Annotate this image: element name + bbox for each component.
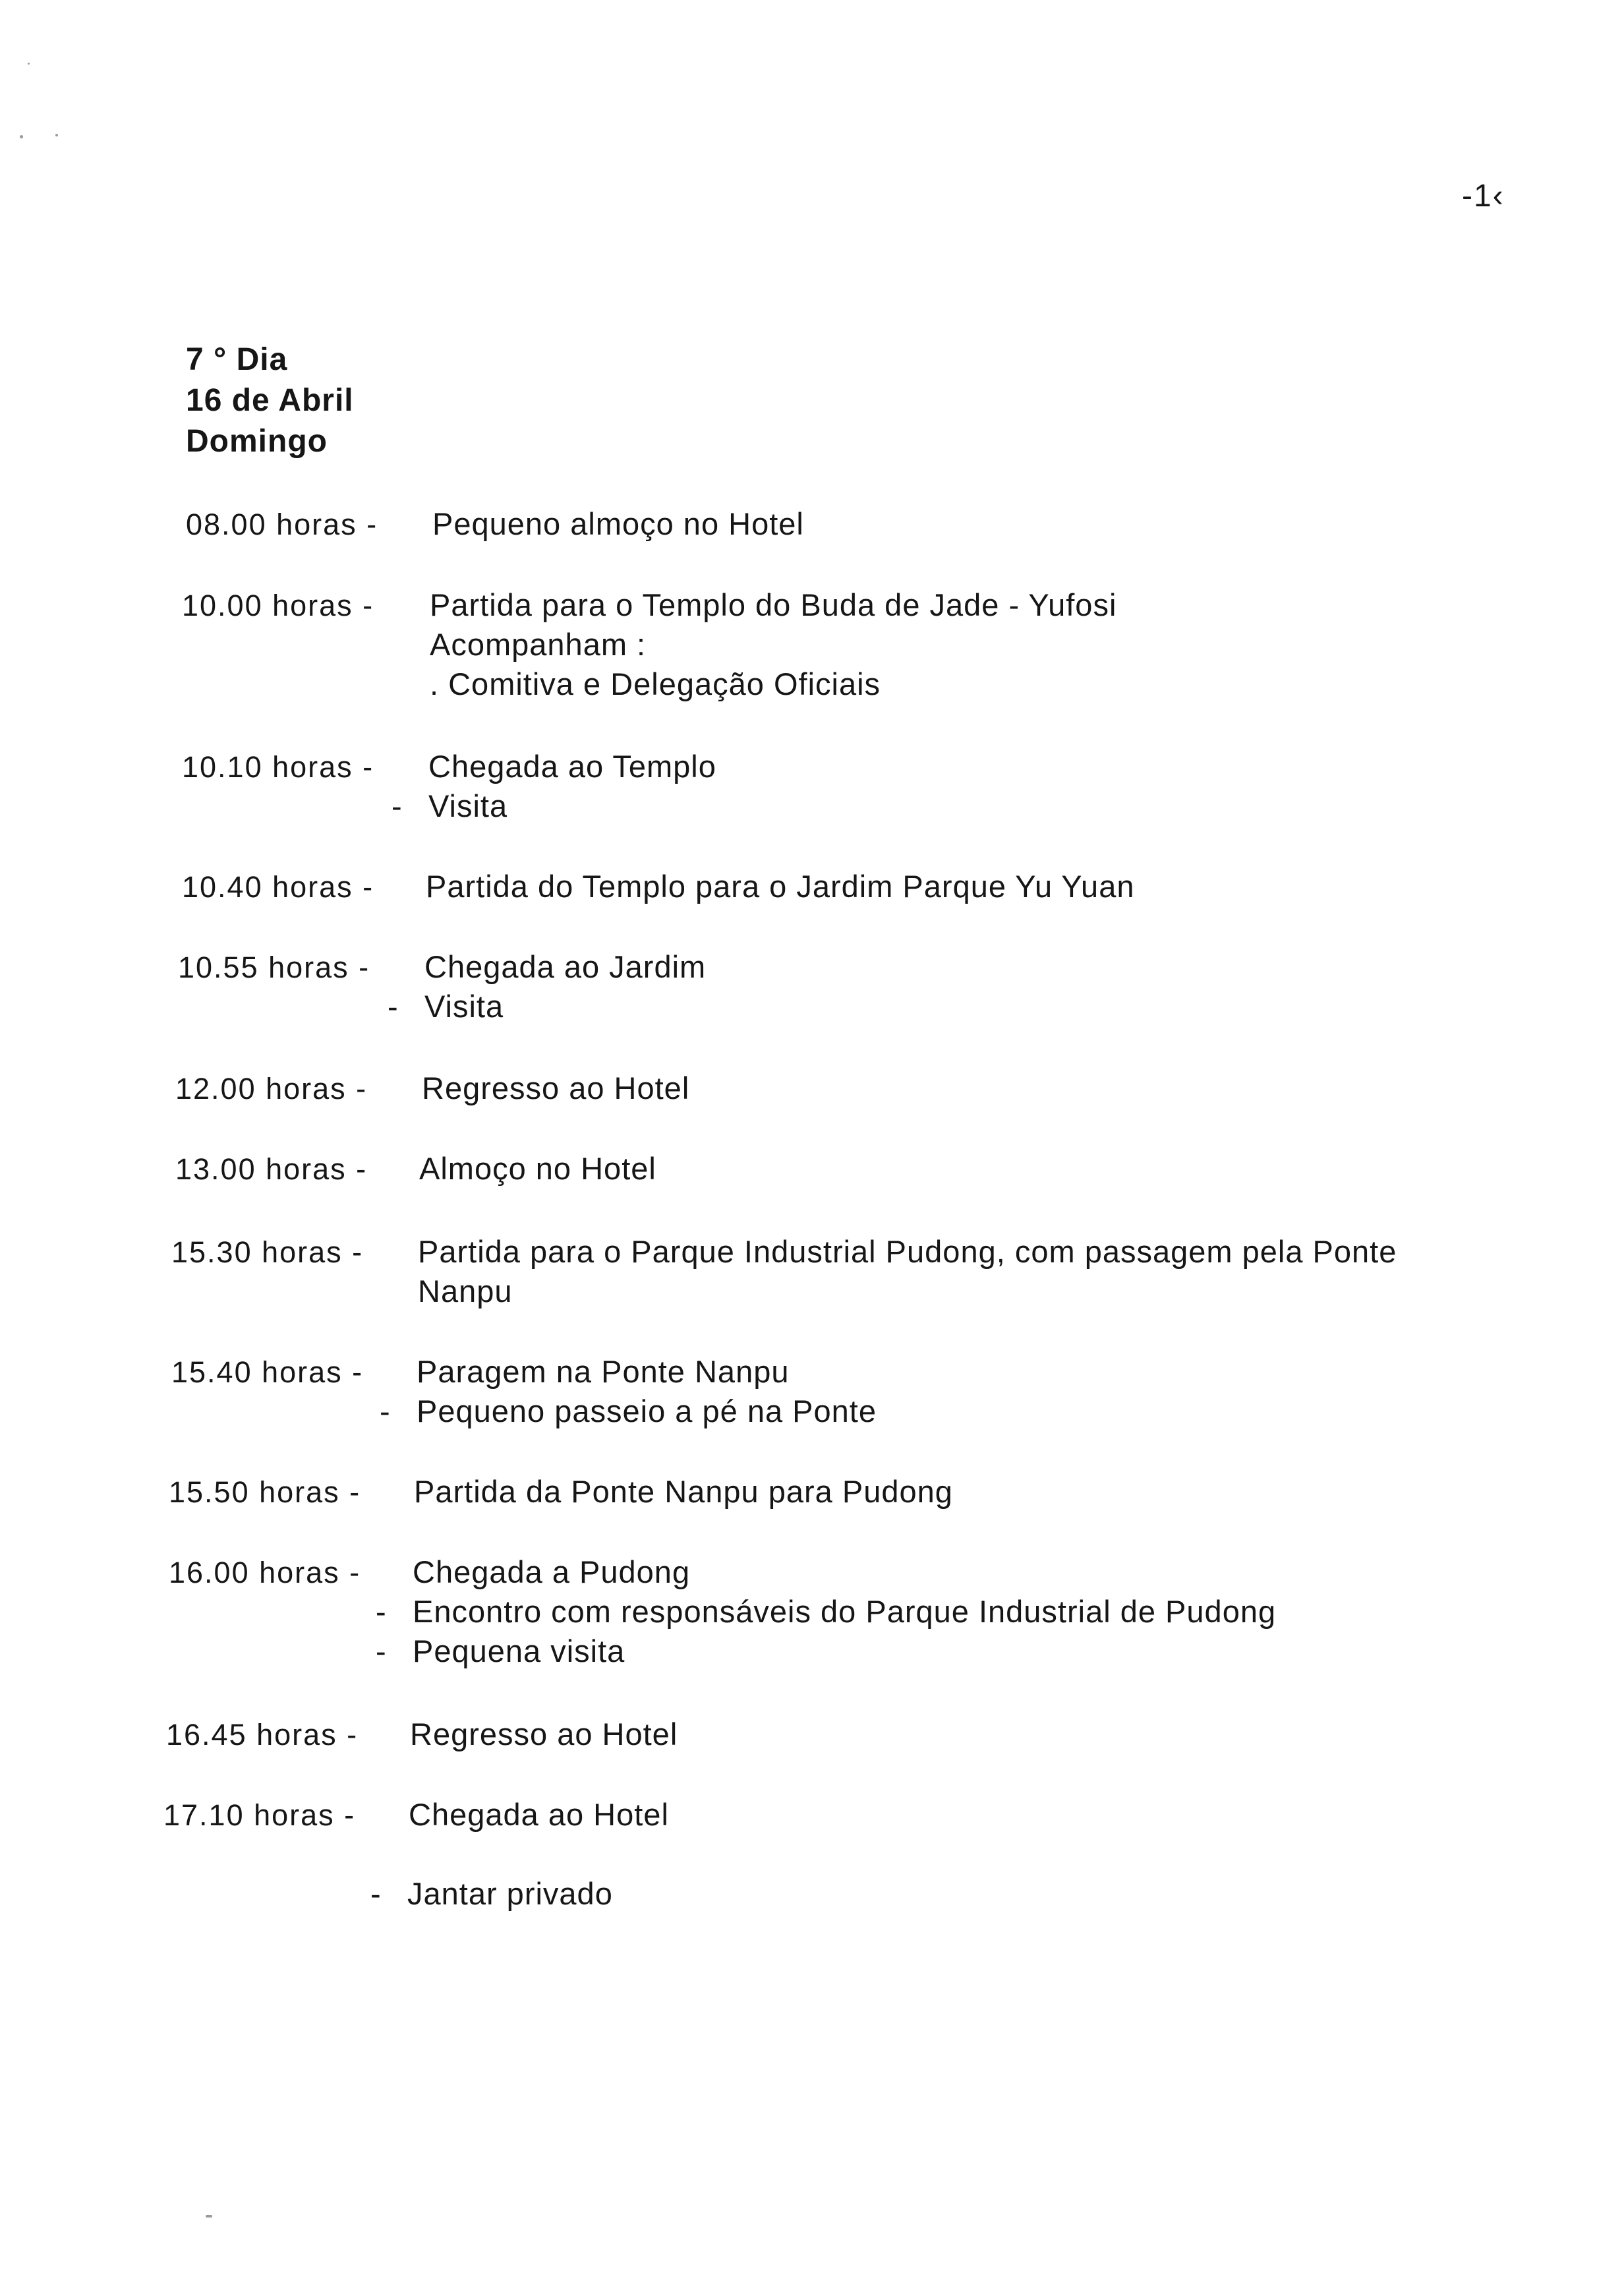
day-date: 16 de Abril xyxy=(186,383,354,418)
entry-line-text: Partida para o Parque Industrial Pudong, com passagem pela Ponte xyxy=(418,1234,1397,1269)
entry-line xyxy=(430,589,1116,628)
entry-line xyxy=(418,1275,1397,1314)
entry-line xyxy=(392,788,716,829)
entry-line-text: Regresso ao Hotel xyxy=(410,1717,678,1751)
entry-line-text: Visita xyxy=(428,788,508,823)
entry-line-text: Partida para o Templo do Buda de Jade - Yufosi xyxy=(430,587,1117,622)
entry-line xyxy=(376,1594,1277,1635)
entry-line xyxy=(419,1152,656,1192)
entry-lines xyxy=(419,1152,656,1192)
entry-line-text: Jantar privado xyxy=(407,1876,613,1911)
entry-lines xyxy=(410,1718,678,1757)
scan-speck xyxy=(55,134,58,136)
entry-line xyxy=(388,989,706,1030)
entry-line-text: Nanpu xyxy=(418,1274,513,1309)
entry-line xyxy=(376,1633,1276,1674)
entry-line-text: Chegada ao Templo xyxy=(428,749,716,784)
entry-time: 08.00 horas - xyxy=(186,508,378,541)
entry-line-text: Acompanham : xyxy=(430,627,647,662)
bullet-dash: - xyxy=(388,989,399,1024)
entry-line-text: Pequeno passeio a pé na Ponte xyxy=(417,1394,877,1428)
entry-time: 10.55 horas - xyxy=(178,951,370,984)
entry-line xyxy=(428,750,716,790)
day-weekday: Domingo xyxy=(186,424,328,459)
page-number: -1‹ xyxy=(1462,179,1505,214)
entry-line xyxy=(409,1798,669,1838)
entry-time: 12.00 horas - xyxy=(175,1072,368,1105)
entry-lines xyxy=(430,589,1116,707)
entry-line xyxy=(432,508,804,547)
entry-lines xyxy=(392,749,716,829)
entry-line-text: Pequeno almoço no Hotel xyxy=(432,506,804,541)
entry-line-text: Regresso ao Hotel xyxy=(422,1071,690,1105)
entry-lines xyxy=(409,1798,669,1838)
entry-lines xyxy=(376,1554,1277,1674)
entry-line-text: Partida da Ponte Nanpu para Pudong xyxy=(414,1474,953,1509)
entry-time: 15.50 horas - xyxy=(169,1475,361,1509)
entry-line xyxy=(370,1876,613,1917)
entry-lines xyxy=(388,949,707,1030)
entry-line xyxy=(414,1475,953,1515)
entry-line xyxy=(380,1394,877,1434)
day-number: 7 ° Dia xyxy=(186,342,288,377)
entry-lines xyxy=(370,1876,613,1917)
entry-line-text: Chegada ao Jardim xyxy=(424,949,707,984)
entry-time: 17.10 horas - xyxy=(163,1798,356,1832)
scan-speck xyxy=(28,63,30,65)
entry-line xyxy=(417,1355,877,1395)
entry-time: 15.40 horas - xyxy=(171,1355,364,1389)
entry-time: 10.00 horas - xyxy=(182,589,374,622)
entry-line xyxy=(430,668,1116,707)
entry-line-text: Visita xyxy=(424,989,504,1024)
bullet-dash: - xyxy=(376,1594,387,1629)
entry-time: 10.40 horas - xyxy=(182,870,374,904)
entry-lines xyxy=(426,870,1134,910)
entry-line xyxy=(422,1072,689,1111)
entry-line xyxy=(426,870,1134,910)
entry-lines xyxy=(432,508,804,547)
entry-line xyxy=(430,628,1116,668)
entry-line xyxy=(413,1556,1276,1595)
entry-time: 15.30 horas - xyxy=(171,1235,364,1269)
entry-line-text: . Comitiva e Delegação Oficiais xyxy=(430,666,881,701)
bullet-dash: - xyxy=(380,1394,391,1428)
entry-line xyxy=(418,1235,1397,1275)
entry-lines xyxy=(418,1235,1397,1314)
scan-speck xyxy=(20,135,23,138)
entry-time: 10.10 horas - xyxy=(182,750,374,784)
entry-line xyxy=(424,951,706,990)
entry-lines xyxy=(414,1475,953,1515)
bullet-dash: - xyxy=(376,1633,387,1668)
entry-line-text: Chegada ao Hotel xyxy=(409,1797,669,1832)
entry-time: 16.45 horas - xyxy=(166,1718,359,1751)
entry-line-text: Paragem na Ponte Nanpu xyxy=(417,1354,790,1389)
entry-line xyxy=(410,1718,678,1757)
entry-line-text: Pequena visita xyxy=(413,1633,625,1668)
entry-line-text: Almoço no Hotel xyxy=(419,1151,656,1186)
entry-line-text: Encontro com responsáveis do Parque Industrial de Pudong xyxy=(413,1594,1277,1629)
entry-line-text: Partida do Templo para o Jardim Parque Yu Yuan xyxy=(426,869,1135,904)
entry-time: 13.00 horas - xyxy=(175,1152,368,1186)
bullet-dash: - xyxy=(392,788,403,823)
bullet-dash: - xyxy=(370,1876,382,1911)
entry-lines xyxy=(422,1072,689,1111)
scan-speck xyxy=(206,2215,212,2218)
day-header xyxy=(186,339,354,462)
entry-lines xyxy=(380,1354,877,1434)
entry-line-text: Chegada a Pudong xyxy=(413,1554,691,1589)
entry-time: 16.00 horas - xyxy=(169,1556,361,1589)
